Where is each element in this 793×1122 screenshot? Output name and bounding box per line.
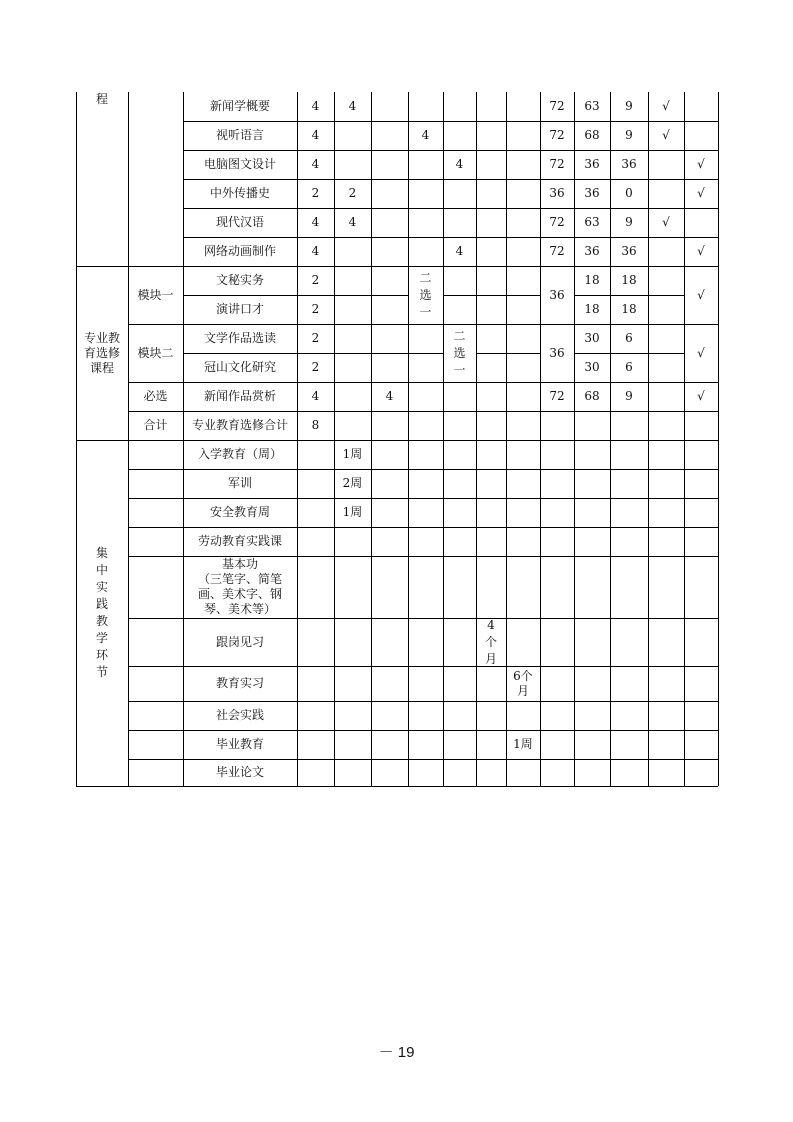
table-cell-r20-c3 — [297, 730, 334, 759]
table-cell-r19-c5 — [371, 701, 408, 730]
table-cell-r13-c6 — [408, 469, 443, 498]
table-cell-r14-c4: 1周 — [342, 505, 363, 519]
table-cell-r14-c5 — [371, 498, 408, 527]
table-cell-r8-c12: 6 — [625, 331, 633, 345]
table-cell-r4-c3: 4 — [311, 215, 320, 229]
table-cell-r16-c7 — [443, 556, 476, 618]
table-cell-r13-c5 — [371, 469, 408, 498]
table-cell-r15-c9 — [506, 527, 540, 556]
table-cell-r1-c8 — [476, 121, 506, 150]
table-cell-r15-c6 — [408, 527, 443, 556]
table-cell-r2-c7: 4 — [455, 157, 464, 171]
table-cell-r18-c13 — [648, 666, 684, 701]
table-cell-r6-c1: 模块一 — [137, 287, 174, 302]
table-cell-r14-c1 — [128, 498, 183, 527]
table-cell-r17-c13 — [648, 618, 684, 666]
table-cell-r13-c14 — [684, 469, 718, 498]
table-cell-r10-c10: 72 — [549, 389, 565, 403]
table-cell-r11-c3: 8 — [311, 418, 320, 432]
table-cell-r15-c14 — [684, 527, 718, 556]
table-cell-r12-c3 — [297, 440, 334, 469]
table-cell-r0-c2: 新闻学概要 — [209, 99, 270, 113]
table-cell-r16-c12 — [610, 556, 648, 618]
table-cell-r21-c3 — [297, 759, 334, 786]
table-cell-r11-c13 — [648, 411, 684, 440]
table-cell-r20-c1 — [128, 730, 183, 759]
table-cell-r16-c13 — [648, 556, 684, 618]
table-cell-r10-c6 — [408, 382, 443, 411]
table-cell-r11-c6 — [408, 411, 443, 440]
table-cell-r6-c0: 专业教 育选修 课程 — [83, 330, 120, 375]
table-cell-r18-c2: 教育实习 — [215, 676, 264, 690]
table-cell-r5-c6 — [408, 237, 443, 266]
table-cell-r6-c2: 文秘实务 — [215, 273, 264, 287]
table-cell-r13-c1 — [128, 469, 183, 498]
table-cell-r18-c6 — [408, 666, 443, 701]
table-cell-r13-c7 — [443, 469, 476, 498]
table-cell-r14-c10 — [540, 498, 574, 527]
table-cell-r2-c3: 4 — [311, 157, 320, 171]
table-cell-r2-c5 — [371, 150, 408, 179]
table-cell-r6-c13 — [648, 266, 684, 295]
table-cell-r0-c12: 9 — [625, 99, 633, 113]
table-cell-r4-c4: 4 — [348, 215, 357, 229]
table-cell-r17-c9 — [506, 618, 540, 666]
table-cell-r21-c7 — [443, 759, 476, 786]
table-cell-r1-c3: 4 — [311, 128, 320, 142]
table-cell-r3-c9 — [506, 179, 540, 208]
table-cell-r4-c14 — [684, 208, 718, 237]
table-cell-r12-c0: 集 中 实 践 教 学 环 节 — [95, 546, 108, 679]
table-cell-r6-c8 — [476, 266, 506, 295]
table-cell-r16-c1 — [128, 556, 183, 618]
table-cell-r2-c8 — [476, 150, 506, 179]
table-cell-r5-c4 — [334, 237, 371, 266]
table-cell-r14-c14 — [684, 498, 718, 527]
table-cell-r0-c5 — [371, 92, 408, 121]
table-cell-r15-c4 — [334, 527, 371, 556]
table-cell-r17-c1 — [128, 618, 183, 666]
table-cell-r11-c2: 专业教育选修合计 — [191, 418, 288, 432]
table-cell-r4-c13: √ — [662, 215, 670, 229]
table-cell-r3-c14: √ — [697, 186, 705, 200]
table-cell-r3-c8 — [476, 179, 506, 208]
table-cell-r20-c9: 1周 — [513, 737, 533, 751]
table-cell-r20-c13 — [648, 730, 684, 759]
table-cell-r8-c2: 文学作品选读 — [203, 331, 276, 345]
table-cell-r9-c6 — [408, 353, 443, 382]
table-cell-r2-c6 — [408, 150, 443, 179]
table-cell-r18-c10 — [540, 666, 574, 701]
table-cell-r2-c13 — [648, 150, 684, 179]
table-cell-r14-c11 — [574, 498, 610, 527]
table-cell-r8-c1: 模块二 — [137, 345, 174, 360]
table-cell-r20-c4 — [334, 730, 371, 759]
table-cell-r20-c7 — [443, 730, 476, 759]
table-cell-r7-c9 — [506, 295, 540, 324]
table-cell-r9-c4 — [334, 353, 371, 382]
table-cell-r16-c5 — [371, 556, 408, 618]
table-cell-r13-c2: 军训 — [227, 476, 252, 490]
table-cell-r6-c14: √ — [697, 287, 705, 302]
table-cell-r11-c11 — [574, 411, 610, 440]
table-cell-r8-c4 — [334, 324, 371, 353]
table-cell-r13-c4: 2周 — [342, 476, 363, 490]
table-cell-r19-c11 — [574, 701, 610, 730]
table-cell-r4-c10: 72 — [549, 215, 565, 229]
table-cell-r17-c4 — [334, 618, 371, 666]
table-cell-r19-c9 — [506, 701, 540, 730]
table-cell-r9-c11: 30 — [584, 360, 600, 374]
table-cell-r0-c14 — [684, 92, 718, 121]
table-cell-r17-c14 — [684, 618, 718, 666]
table-cell-r15-c12 — [610, 527, 648, 556]
table-cell-r1-c6: 4 — [421, 128, 430, 142]
table-cell-r5-c8 — [476, 237, 506, 266]
table-cell-r19-c1 — [128, 701, 183, 730]
table-cell-r7-c3: 2 — [311, 302, 320, 316]
table-cell-r14-c9 — [506, 498, 540, 527]
table-cell-r8-c11: 30 — [584, 331, 600, 345]
table-cell-r19-c12 — [610, 701, 648, 730]
table-cell-r0-c3: 4 — [311, 99, 320, 113]
table-cell-r8-c10: 36 — [549, 345, 565, 360]
page-number: － 19 — [378, 1044, 415, 1061]
table-cell-r0-c1 — [128, 92, 183, 266]
table-cell-r13-c11 — [574, 469, 610, 498]
table-cell-r0-c10: 72 — [549, 99, 565, 113]
table-cell-r12-c13 — [648, 440, 684, 469]
table-cell-r10-c1: 必选 — [143, 389, 168, 403]
table-cell-r21-c11 — [574, 759, 610, 786]
table-cell-r5-c7: 4 — [455, 244, 464, 258]
table-cell-r7-c13 — [648, 295, 684, 324]
table-cell-r16-c6 — [408, 556, 443, 618]
table-cell-r16-c3 — [297, 556, 334, 618]
table-cell-r1-c11: 68 — [584, 128, 600, 142]
table-cell-r6-c3: 2 — [311, 273, 320, 287]
table-cell-r21-c5 — [371, 759, 408, 786]
table-cell-r14-c7 — [443, 498, 476, 527]
table-cell-r21-c12 — [610, 759, 648, 786]
table-cell-r13-c10 — [540, 469, 574, 498]
table-cell-r19-c10 — [540, 701, 574, 730]
table-cell-r18-c5 — [371, 666, 408, 701]
table-cell-r14-c3 — [297, 498, 334, 527]
table-cell-r17-c6 — [408, 618, 443, 666]
table-cell-r14-c6 — [408, 498, 443, 527]
table-cell-r12-c4: 1周 — [342, 447, 363, 461]
table-cell-r14-c8 — [476, 498, 506, 527]
table-cell-r1-c9 — [506, 121, 540, 150]
table-cell-r18-c1 — [128, 666, 183, 701]
table-cell-r6-c4 — [334, 266, 371, 295]
table-cell-r12-c6 — [408, 440, 443, 469]
table-cell-r8-c8 — [476, 324, 506, 353]
table-cell-r8-c14: √ — [697, 345, 705, 360]
table-cell-r10-c4 — [334, 382, 371, 411]
table-cell-r19-c6 — [408, 701, 443, 730]
table-cell-r7-c4 — [334, 295, 371, 324]
table-cell-r0-c6 — [408, 92, 443, 121]
table-cell-r3-c4: 2 — [348, 186, 357, 200]
table-cell-r18-c7 — [443, 666, 476, 701]
table-cell-r17-c2: 跟岗见习 — [215, 634, 264, 649]
table-cell-r3-c12: 0 — [625, 186, 633, 200]
table-cell-r1-c10: 72 — [549, 128, 565, 142]
table-cell-r3-c3: 2 — [311, 186, 320, 200]
table-cell-r5-c11: 36 — [584, 244, 600, 258]
table-cell-r21-c2: 毕业论文 — [215, 765, 264, 779]
table-cell-r8-c5 — [371, 324, 408, 353]
table-cell-r9-c5 — [371, 353, 408, 382]
table-cell-r5-c5 — [371, 237, 408, 266]
table-cell-r9-c2: 冠山文化研究 — [203, 360, 276, 374]
table-cell-r4-c12: 9 — [625, 215, 633, 229]
table-cell-r3-c13 — [648, 179, 684, 208]
table-cell-r1-c2: 视听语言 — [215, 128, 264, 142]
table-cell-r3-c5 — [371, 179, 408, 208]
table-cell-r11-c14 — [684, 411, 718, 440]
table-cell-r14-c12 — [610, 498, 648, 527]
table-cell-r13-c9 — [506, 469, 540, 498]
table-cell-r7-c2: 演讲口才 — [215, 302, 264, 316]
table-cell-r1-c14 — [684, 121, 718, 150]
table-cell-r15-c1 — [128, 527, 183, 556]
table-cell-r5-c9 — [506, 237, 540, 266]
table-cell-r21-c14 — [684, 759, 718, 786]
table-cell-r2-c9 — [506, 150, 540, 179]
table-cell-r0-c7 — [443, 92, 476, 121]
table-cell-r13-c13 — [648, 469, 684, 498]
table-cell-r11-c10 — [540, 411, 574, 440]
table-cell-r17-c8: 4 个 月 — [484, 617, 497, 666]
table-cell-r21-c13 — [648, 759, 684, 786]
table-cell-r15-c7 — [443, 527, 476, 556]
table-cell-r21-c10 — [540, 759, 574, 786]
table-cell-r10-c13 — [648, 382, 684, 411]
table-cell-r4-c8 — [476, 208, 506, 237]
table-cell-r18-c14 — [684, 666, 718, 701]
table-cell-r12-c8 — [476, 440, 506, 469]
table-cell-r10-c12: 9 — [625, 389, 633, 403]
table-cell-r15-c2: 劳动教育实践课 — [197, 534, 282, 548]
table-cell-r20-c6 — [408, 730, 443, 759]
table-cell-r20-c11 — [574, 730, 610, 759]
table-cell-r2-c14: √ — [697, 157, 705, 171]
table-cell-r10-c9 — [506, 382, 540, 411]
table-cell-r18-c4 — [334, 666, 371, 701]
table-cell-r12-c7 — [443, 440, 476, 469]
table-cell-r9-c12: 6 — [625, 360, 633, 374]
table-cell-r4-c2: 现代汉语 — [215, 215, 264, 229]
table-cell-r7-c11: 18 — [584, 302, 600, 316]
table-cell-r20-c8 — [476, 730, 506, 759]
table-cell-r7-c5 — [371, 295, 408, 324]
table-cell-r10-c5: 4 — [385, 389, 394, 403]
table-cell-r12-c14 — [684, 440, 718, 469]
table-cell-r11-c8 — [476, 411, 506, 440]
table-cell-r16-c11 — [574, 556, 610, 618]
table-cell-r19-c14 — [684, 701, 718, 730]
table-cell-r5-c10: 72 — [549, 244, 565, 258]
table-cell-r0-c4: 4 — [348, 99, 357, 113]
table-cell-r17-c7 — [443, 618, 476, 666]
table-cell-r4-c9 — [506, 208, 540, 237]
table-cell-r7-c12: 18 — [621, 302, 637, 316]
table-cell-r19-c13 — [648, 701, 684, 730]
table-cell-r15-c8 — [476, 527, 506, 556]
table-cell-r16-c10 — [540, 556, 574, 618]
table-cell-r18-c9: 6个 月 — [513, 668, 533, 698]
table-cell-r0-c0: 程 — [95, 92, 108, 106]
table-cell-r6-c11: 18 — [584, 273, 600, 287]
table-cell-r21-c6 — [408, 759, 443, 786]
table-cell-r5-c14: √ — [697, 244, 705, 258]
table-cell-r13-c3 — [297, 469, 334, 498]
table-cell-r12-c9 — [506, 440, 540, 469]
table-cell-r20-c14 — [684, 730, 718, 759]
table-cell-r17-c12 — [610, 618, 648, 666]
table-cell-r1-c5 — [371, 121, 408, 150]
table-cell-r5-c12: 36 — [621, 244, 637, 258]
table-cell-r6-c7 — [443, 266, 476, 295]
table-cell-r21-c4 — [334, 759, 371, 786]
table-cell-r3-c7 — [443, 179, 476, 208]
table-cell-r20-c10 — [540, 730, 574, 759]
table-cell-r11-c9 — [506, 411, 540, 440]
table-cell-r2-c11: 36 — [584, 157, 600, 171]
table-cell-r12-c12 — [610, 440, 648, 469]
table-cell-r4-c5 — [371, 208, 408, 237]
table-cell-r9-c8 — [476, 353, 506, 382]
table-cell-r17-c5 — [371, 618, 408, 666]
table-cell-r19-c7 — [443, 701, 476, 730]
table-cell-r11-c4 — [334, 411, 371, 440]
table-cell-r21-c8 — [476, 759, 506, 786]
table-cell-r10-c8 — [476, 382, 506, 411]
table-cell-r10-c2: 新闻作品赏析 — [203, 389, 276, 403]
table-cell-r16-c8 — [476, 556, 506, 618]
table-cell-r16-c4 — [334, 556, 371, 618]
table-cell-r3-c10: 36 — [549, 186, 565, 200]
table-cell-r0-c8 — [476, 92, 506, 121]
table-cell-r17-c3 — [297, 618, 334, 666]
table-cell-r8-c7: 二 选 一 — [453, 328, 466, 377]
table-cell-r11-c12 — [610, 411, 648, 440]
table-cell-r11-c7 — [443, 411, 476, 440]
table-cell-r15-c10 — [540, 527, 574, 556]
table-cell-r10-c14: √ — [697, 389, 705, 403]
table-cell-r1-c12: 9 — [625, 128, 633, 142]
table-cell-r6-c12: 18 — [621, 273, 637, 287]
table-cell-r12-c2: 入学教育（周） — [197, 447, 282, 461]
table-cell-r19-c8 — [476, 701, 506, 730]
table-cell-r12-c10 — [540, 440, 574, 469]
table-cell-r17-c10 — [540, 618, 574, 666]
table-cell-r12-c1 — [128, 440, 183, 469]
table-cell-r15-c13 — [648, 527, 684, 556]
table-cell-r6-c9 — [506, 266, 540, 295]
table-cell-r14-c2: 安全教育周 — [209, 505, 270, 519]
table-cell-r18-c3 — [297, 666, 334, 701]
table-cell-r19-c3 — [297, 701, 334, 730]
table-cell-r0-c11: 63 — [584, 99, 600, 113]
table-cell-r13-c8 — [476, 469, 506, 498]
table-cell-r8-c9 — [506, 324, 540, 353]
table-cell-r0-c9 — [506, 92, 540, 121]
table-cell-r15-c11 — [574, 527, 610, 556]
table-cell-r4-c11: 63 — [584, 215, 600, 229]
table-cell-r15-c3 — [297, 527, 334, 556]
table-cell-r5-c3: 4 — [311, 244, 320, 258]
table-cell-r4-c6 — [408, 208, 443, 237]
table-cell-r18-c11 — [574, 666, 610, 701]
table-cell-r11-c5 — [371, 411, 408, 440]
table-cell-r3-c2: 中外传播史 — [209, 186, 270, 200]
table-cell-r2-c12: 36 — [621, 157, 637, 171]
table-cell-r11-c1: 合计 — [143, 418, 168, 432]
table-cell-r8-c6 — [408, 324, 443, 353]
table-cell-r20-c12 — [610, 730, 648, 759]
table-cell-r2-c4 — [334, 150, 371, 179]
table-cell-r4-c7 — [443, 208, 476, 237]
table-cell-r8-c13 — [648, 324, 684, 353]
table-cell-r20-c2: 毕业教育 — [215, 737, 264, 751]
table-cell-r21-c1 — [128, 759, 183, 786]
table-cell-r14-c13 — [648, 498, 684, 527]
table-cell-r2-c2: 电脑图文设计 — [203, 157, 276, 171]
table-cell-r12-c5 — [371, 440, 408, 469]
table-cell-r15-c5 — [371, 527, 408, 556]
table-cell-r20-c5 — [371, 730, 408, 759]
table-cell-r16-c14 — [684, 556, 718, 618]
table-cell-r7-c8 — [476, 295, 506, 324]
table-cell-r9-c9 — [506, 353, 540, 382]
table-cell-r7-c7 — [443, 295, 476, 324]
table-cell-r18-c8 — [476, 666, 506, 701]
table-cell-r17-c11 — [574, 618, 610, 666]
table-cell-r6-c6: 二 选 一 — [419, 270, 432, 319]
table-cell-r3-c11: 36 — [584, 186, 600, 200]
table-cell-r6-c10: 36 — [549, 287, 565, 302]
table-cell-r5-c2: 网络动画制作 — [203, 244, 276, 258]
table-cell-r9-c13 — [648, 353, 684, 382]
table-cell-r3-c6 — [408, 179, 443, 208]
table-cell-r2-c10: 72 — [549, 157, 565, 171]
table-cell-r21-c9 — [506, 759, 540, 786]
table-cell-r10-c3: 4 — [311, 389, 320, 403]
table-cell-r10-c11: 68 — [584, 389, 600, 403]
table-cell-r0-c13: √ — [662, 99, 670, 113]
table-cell-r13-c12 — [610, 469, 648, 498]
table-cell-r10-c7 — [443, 382, 476, 411]
table-cell-r5-c13 — [648, 237, 684, 266]
table-cell-r18-c12 — [610, 666, 648, 701]
table-cell-r19-c4 — [334, 701, 371, 730]
table-cell-r6-c5 — [371, 266, 408, 295]
table-cell-r19-c2: 社会实践 — [215, 708, 264, 722]
table-cell-r9-c3: 2 — [311, 360, 320, 374]
table-cell-r1-c13: √ — [662, 128, 670, 142]
table-cell-r8-c3: 2 — [311, 331, 320, 345]
table-cell-r16-c2: 基本功 （三笔字、简笔 画、美术字、钢 琴、美术等） — [197, 557, 282, 616]
table-cell-r1-c7 — [443, 121, 476, 150]
table-cell-r12-c11 — [574, 440, 610, 469]
table-cell-r16-c9 — [506, 556, 540, 618]
table-cell-r1-c4 — [334, 121, 371, 150]
